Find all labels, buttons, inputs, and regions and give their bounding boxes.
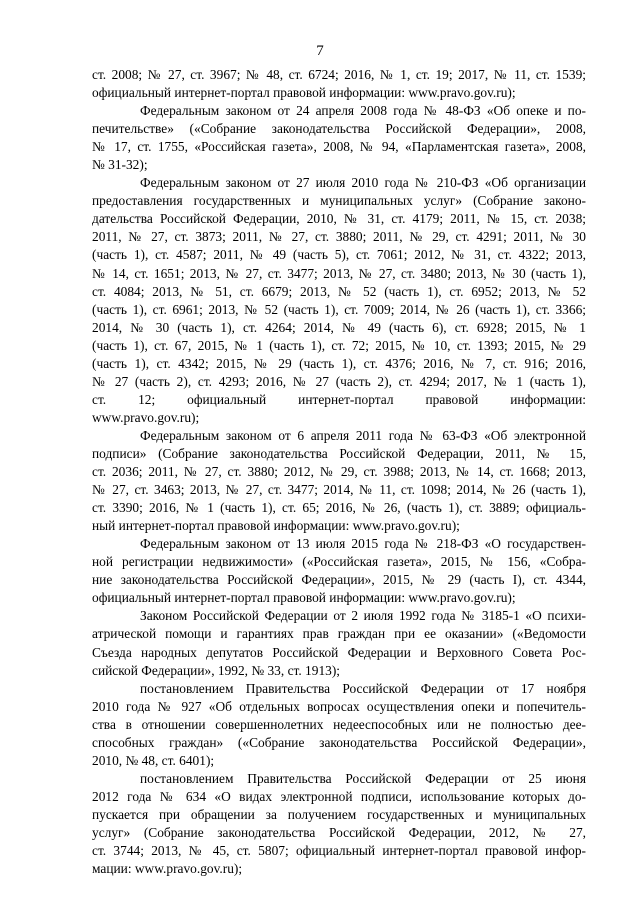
paragraph-line: предоставления государственных и муниципальных услуг» (Собрание законо- [92,193,586,209]
paragraph-line: мации: www.pravo.gov.ru); [92,861,243,877]
paragraph-line: (часть 1), ст. 4342; 2015, № 29 (часть 1), ст. 4376; 2016, № 7, ст. 916; 2016, [92,355,586,371]
paragraph [92,535,586,607]
page-number: 7 [316,43,324,59]
paragraph-line: www.pravo.gov.ru); [92,409,200,425]
paragraph-line: пускается при обращении за получением государственных и муниципальных [92,806,586,822]
document-body [92,66,586,878]
paragraph-line: дательства Российской Федерации, 2010, № 31, ст. 4179; 2011, № 15, ст. 2038; [92,211,586,227]
paragraph-line: печительстве» («Собрание законодательства Российской Федерации», 2008, [92,121,586,137]
paragraph-line: официальный интернет-портал правовой информации: www.pravo.gov.ru); [92,590,516,606]
paragraph [92,66,586,102]
paragraph-line: Федеральным законом от 6 апреля 2011 года № 63-ФЗ «Об электронной [140,427,586,443]
paragraph-line: № 17, ст. 1755, «Российская газета», 2008, № 94, «Парламентская газета», 2008, [92,139,586,155]
paragraph [92,427,586,535]
paragraph [92,770,586,878]
paragraph [92,607,586,679]
paragraph-line: (часть 1), ст. 6961; 2013, № 52 (часть 1), ст. 7009; 2014, № 26 (часть 1), ст. 3366; [92,301,586,317]
paragraph-line: сийской Федерации», 1992, № 33, ст. 1913); [92,662,341,678]
paragraph-line: (часть 1), ст. 4587; 2011, № 49 (часть 5), ст. 7061; 2012, № 31, ст. 4322; 2013, [92,247,586,263]
paragraph-line: Законом Российской Федерации от 2 июля 1992 года № 3185-1 «О психи- [140,608,586,624]
paragraph [92,102,586,174]
paragraph-line: 2010 года № 927 «Об отдельных вопросах осуществления опеки и попечитель- [92,698,586,714]
paragraph-line: постановлением Правительства Российской Федерации от 25 июня [140,770,586,786]
paragraph-line: № 31-32); [92,157,148,173]
paragraph-line: № 27 (часть 2), ст. 4293; 2016, № 27 (часть 2), ст. 4294; 2017, № 1 (часть 1), [92,373,586,389]
paragraph-line: постановлением Правительства Российской Федерации от 17 ноября [140,680,586,696]
paragraph-line: Федеральным законом от 13 июля 2015 года № 218-ФЗ «О государствен- [140,536,586,552]
paragraph-line: ст. 3390; 2016, № 1 (часть 1), ст. 65; 2016, № 26, (часть 1), ст. 3889; официаль- [92,500,586,516]
paragraph-line: № 14, ст. 1651; 2013, № 27, ст. 3477; 2013, № 27, ст. 3480; 2013, № 30 (часть 1), [92,265,586,281]
paragraph-line: 2014, № 30 (часть 1), ст. 4264; 2014, № 49 (часть 6), ст. 6928; 2015, № 1 [92,319,586,335]
paragraph-line: официальный интернет-портал правовой информации: www.pravo.gov.ru); [92,85,516,101]
paragraph [92,680,586,770]
paragraph-line: Федеральным законом от 27 июля 2010 года № 210-ФЗ «Об организации [140,175,586,191]
paragraph-line: ст. 2008; № 27, ст. 3967; № 48, ст. 6724; 2016, № 1, ст. 19; 2017, № 11, ст. 1539; [92,67,586,82]
paragraph-line: подписи» (Собрание законодательства Российской Федерации, 2011, № 15, [92,445,586,461]
paragraph-line: ст. 4084; 2013, № 51, ст. 6679; 2013, № 52 (часть 1), ст. 6952; 2013, № 52 [92,283,586,299]
paragraph-line: ст. 12; официальный интернет-портал правовой информации: [92,391,586,407]
paragraph-line: ный интернет-портал правовой информации: www.pravo.gov.ru); [92,518,460,534]
paragraph-line: услуг» (Собрание законодательства Российской Федерации, 2012, № 27, [92,824,586,840]
paragraph-line: ной регистрации недвижимости» («Российская газета», 2015, № 156, «Собра- [92,554,586,570]
paragraph-line: ства в отношении совершеннолетних недееспособных или не полностью дее- [92,716,586,732]
paragraph-line: ние законодательства Российской Федерации», 2015, № 29 (часть I), ст. 4344, [92,572,586,588]
paragraph-line: атрической помощи и гарантиях прав граждан при ее оказании» («Ведомости [92,626,586,642]
paragraph [92,174,586,427]
paragraph-line: 2010, № 48, ст. 6401); [92,752,215,768]
paragraph-line: Съезда народных депутатов Российской Федерации и Верховного Совета Рос- [92,644,586,660]
paragraph-line: ст. 3744; 2013, № 45, ст. 5807; официальный интернет-портал правовой инфор- [92,843,586,859]
paragraph-line: (часть 1), ст. 67, 2015, № 1 (часть 1), ст. 72; 2015, № 10, ст. 1393; 2015, № 29 [92,337,586,353]
paragraph-line: Федеральным законом от 24 апреля 2008 года № 48-ФЗ «Об опеке и по- [140,103,586,119]
paragraph-line: ст. 2036; 2011, № 27, ст. 3880; 2012, № 29, ст. 3988; 2013, № 14, ст. 1668; 2013, [92,464,586,480]
paragraph-line: способных граждан» («Собрание законодательства Российской Федерации», [92,734,586,750]
paragraph-line: № 27, ст. 3463; 2013, № 27, ст. 3477; 2014, № 11, ст. 1098; 2014, № 26 (часть 1), [92,482,586,498]
paragraph-line: 2011, № 27, ст. 3873; 2011, № 27, ст. 3880; 2011, № 29, ст. 4291; 2011, № 30 [92,229,586,245]
paragraph-line: 2012 года № 634 «О видах электронной подписи, использование которых до- [92,788,586,804]
